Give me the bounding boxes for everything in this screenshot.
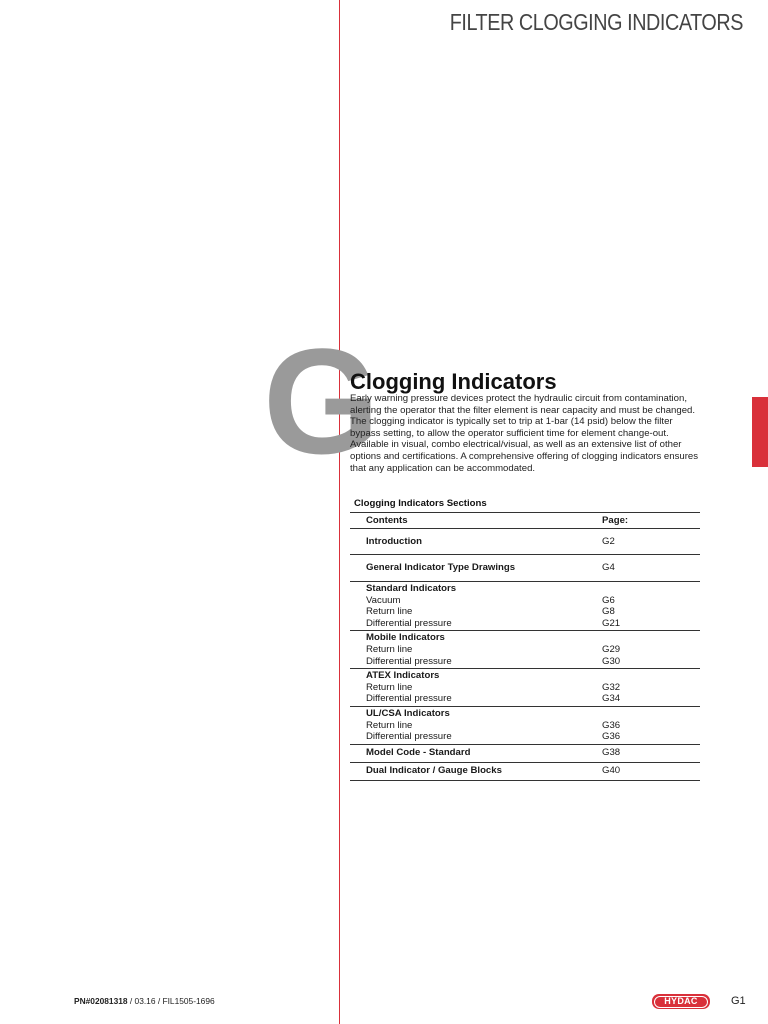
row-contents bbox=[350, 536, 586, 548]
row-contents bbox=[350, 670, 586, 705]
section-title: General Indicator Type Drawings bbox=[366, 562, 516, 574]
section-title: UL/CSA Indicators bbox=[366, 707, 450, 719]
row-page bbox=[586, 747, 700, 759]
row-page bbox=[586, 536, 700, 548]
subsection-label: Differential pressure bbox=[366, 617, 452, 629]
subsection-page: G21 bbox=[602, 617, 621, 629]
subsection-page: G8 bbox=[602, 606, 615, 618]
row-page bbox=[586, 562, 700, 574]
row-contents bbox=[350, 765, 586, 777]
spacer bbox=[602, 670, 700, 682]
part-number: PN#02081318 bbox=[74, 996, 128, 1006]
table-row bbox=[350, 582, 700, 631]
row-contents bbox=[350, 708, 586, 743]
header-title: FILTER CLOGGING INDICATORS bbox=[449, 9, 743, 35]
row-page bbox=[586, 708, 700, 743]
contents-header: Contents bbox=[366, 515, 408, 526]
table-header-row bbox=[350, 513, 700, 529]
subsection-label: Return line bbox=[366, 719, 413, 731]
sections-table bbox=[350, 512, 700, 781]
vertical-divider-line bbox=[339, 0, 340, 1024]
table-row bbox=[350, 745, 700, 763]
table-row bbox=[350, 763, 700, 781]
subsection-page: G29 bbox=[602, 643, 621, 655]
row-page bbox=[586, 670, 700, 705]
subsection-label: Differential pressure bbox=[366, 693, 452, 705]
row-contents bbox=[350, 562, 586, 574]
section-title: Introduction bbox=[366, 535, 422, 547]
subsection-label: Vacuum bbox=[366, 594, 401, 606]
subsection-label: Return line bbox=[366, 643, 413, 655]
subsection-page: G36 bbox=[602, 719, 621, 731]
spacer bbox=[602, 583, 700, 595]
revision-info: / 03.16 / FIL1505-1696 bbox=[127, 996, 215, 1006]
row-contents bbox=[350, 747, 586, 759]
section-page: G4 bbox=[602, 562, 615, 574]
section-title: Mobile Indicators bbox=[366, 632, 445, 644]
table-row bbox=[350, 631, 700, 669]
subsection-label: Differential pressure bbox=[366, 731, 452, 743]
table-row bbox=[350, 669, 700, 707]
page-title: Clogging Indicators bbox=[350, 369, 557, 394]
section-title: Dual Indicator / Gauge Blocks bbox=[366, 765, 502, 777]
subsection-label: Return line bbox=[366, 681, 413, 693]
row-contents bbox=[350, 632, 586, 667]
page-number: G1 bbox=[731, 995, 746, 1007]
chapter-letter bbox=[250, 317, 380, 485]
table-body bbox=[350, 529, 700, 781]
subsection-page: G34 bbox=[602, 693, 621, 705]
table-row bbox=[350, 555, 700, 582]
hydac-logo-text: HYDAC bbox=[654, 996, 708, 1008]
section-title: Standard Indicators bbox=[366, 583, 457, 594]
section-page: G38 bbox=[602, 747, 621, 759]
sections-caption: Clogging Indicators Sections bbox=[354, 498, 487, 509]
spacer bbox=[602, 632, 700, 644]
chapter-tab-marker bbox=[752, 397, 768, 467]
row-page bbox=[586, 583, 700, 629]
subsection-label: Differential pressure bbox=[366, 655, 452, 667]
section-title: Model Code - Standard bbox=[366, 747, 471, 759]
table-row bbox=[350, 707, 700, 745]
intro-paragraph: Early warning pressure devices protect the hydraulic circuit from contamination, alerting the operator that the filter element is near capacity and must be changed. The clogging indicator is typically set to trip at 1-bar (14 psid) below the filter bypass setting, to allow the operator sufficient time for element change-out. Available in visual, combo electrical/visual, as well as an extensive list of other options and certifications. A comprehensive offering of clogging indicators ensures that any application can be accommodated. bbox=[350, 393, 699, 474]
subsection-page: G30 bbox=[602, 655, 621, 667]
table-row bbox=[350, 529, 700, 555]
page-header: Page: bbox=[602, 515, 629, 526]
subsection-page: G36 bbox=[602, 731, 621, 743]
chapter-letter-glyph: G bbox=[263, 317, 380, 485]
hydac-logo bbox=[652, 994, 710, 1009]
row-page bbox=[586, 632, 700, 667]
section-page: G2 bbox=[602, 535, 615, 547]
section-title: ATEX Indicators bbox=[366, 670, 440, 682]
subsection-page: G32 bbox=[602, 681, 621, 693]
row-contents bbox=[350, 583, 586, 629]
subsection-page: G6 bbox=[602, 594, 615, 606]
section-page: G40 bbox=[602, 765, 621, 777]
row-page bbox=[586, 765, 700, 777]
spacer bbox=[602, 708, 700, 720]
footer-document-info bbox=[74, 996, 215, 1006]
subsection-label: Return line bbox=[366, 606, 413, 618]
